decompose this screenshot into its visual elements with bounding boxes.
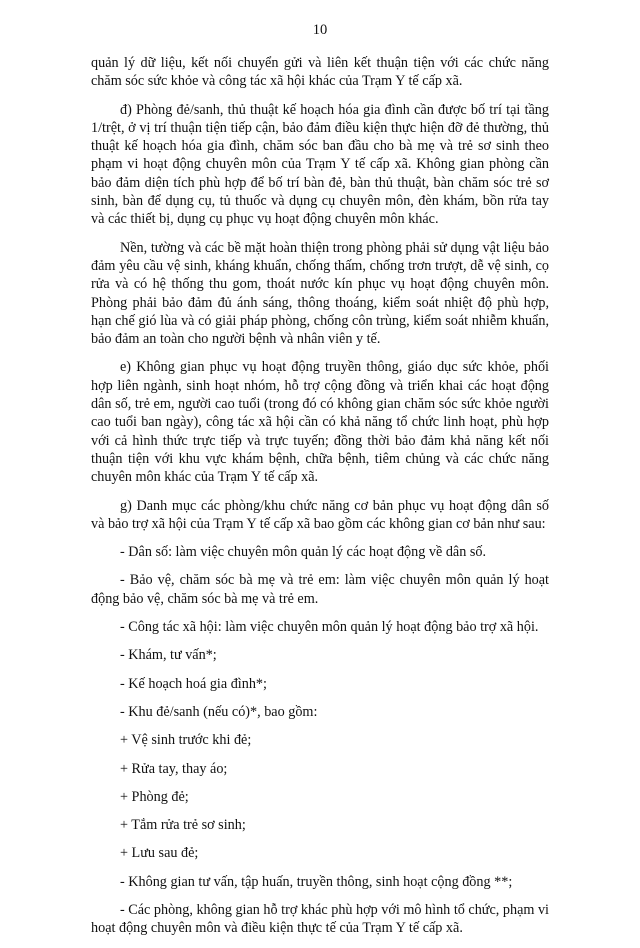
paragraph-surfaces: Nền, tường và các bề mặt hoàn thiện trong phòng phải sử dụng vật liệu bảo đảm yêu cầu vệ sinh, kháng khuẩn, chống thấm, chống trơn trượt, dễ vệ sinh, cọ rửa và có hệ thống thu gom, thoát nước kín phục vụ hoạt động chuyên môn. Phòng phải bảo đảm đủ ánh sáng, thông thoáng, kiểm soát nhiệt độ phù hợp, hạn chế gió lùa và có giải pháp phòng, chống côn trùng, kiểm soát nhiễm khuẩn, bảo đảm an toàn cho người bệnh và nhân viên y tế.	[91, 239, 549, 348]
list-subitem: + Rửa tay, thay áo;	[120, 760, 228, 777]
list-subitem: + Tắm rửa trẻ sơ sinh;	[120, 817, 246, 834]
paragraph-continuation: quản lý dữ liệu, kết nối chuyển gửi và liên kết thuận tiện với các chức năng chăm sóc sức khỏe và công tác xã hội khác của Trạm Y tế cấp xã.	[91, 55, 549, 90]
list-item: - Không gian tư vấn, tập huấn, truyền thông, sinh hoạt cộng đồng **;	[120, 873, 513, 890]
list-item: - Các phòng, không gian hỗ trợ khác phù hợp với mô hình tổ chức, phạm vi hoạt động chuyên môn và điều kiện thực tế của Trạm Y tế cấp xã.	[91, 901, 549, 937]
list-subitem: + Vệ sinh trước khi đẻ;	[120, 732, 252, 749]
list-subitem: + Lưu sau đẻ;	[120, 845, 199, 862]
list-subitem: + Phòng đẻ;	[120, 788, 189, 805]
document-body	[91, 54, 549, 948]
list-item: - Bảo vệ, chăm sóc bà mẹ và trẻ em: làm việc chuyên môn quản lý hoạt động bảo vệ, chăm sóc bà mẹ và trẻ em.	[91, 572, 549, 607]
page-number: 10	[312, 22, 328, 38]
list-item: - Khám, tư vấn*;	[120, 647, 217, 664]
paragraph-communication-space: e) Không gian phục vụ hoạt động truyền thông, giáo dục sức khỏe, phối hợp liên ngành, sinh hoạt nhóm, hỗ trợ cộng đồng và triển khai các hoạt động dân số, trẻ em, người cao tuổi (trong đó có không gian chăm sóc sức khỏe người cao tuổi ban ngày), công tác xã hội cần có khả năng tổ chức linh hoạt, phù hợp với cả hình thức trực tiếp và trực tuyến; đồng thời bảo đảm khả năng kết nối thuận tiện với khu vực khám bệnh, chữa bệnh, tiêm chủng và các chức năng chuyên môn khác của Trạm Y tế cấp xã.	[91, 359, 549, 486]
list-item: - Công tác xã hội: làm việc chuyên môn quản lý hoạt động bảo trợ xã hội.	[120, 619, 539, 636]
paragraph-room-list-intro: g) Danh mục các phòng/khu chức năng cơ bản phục vụ hoạt động dân số và bảo trợ xã hội của Trạm Y tế cấp xã bao gồm các không gian cơ bản như sau:	[91, 497, 549, 532]
list-item: - Kế hoạch hoá gia đình*;	[120, 675, 267, 692]
paragraph-delivery-room: đ) Phòng đẻ/sanh, thủ thuật kế hoạch hóa gia đình cần được bố trí tại tầng 1/trệt, ở vị trí thuận tiện tiếp cận, bảo đảm điều kiện thực hiện đỡ đẻ thường, thủ thuật kế hoạch hóa gia đình, chăm sóc ban đầu cho bà mẹ và trẻ sơ sinh theo phạm vi hoạt động chuyên môn của Trạm Y tế cấp xã. Không gian phòng cần bảo đảm diện tích phù hợp để bố trí bàn đẻ, bàn thủ thuật, bàn chăm sóc trẻ sơ sinh, bàn để dụng cụ, tủ thuốc và dụng cụ chuyên môn, đèn khám, bồn rửa tay và các thiết bị, dụng cụ phục vụ hoạt động chuyên môn khác.	[91, 101, 549, 228]
list-item: - Dân số: làm việc chuyên môn quản lý các hoạt động về dân số.	[120, 544, 487, 561]
list-item: - Khu đẻ/sanh (nếu có)*, bao gồm:	[120, 703, 318, 720]
